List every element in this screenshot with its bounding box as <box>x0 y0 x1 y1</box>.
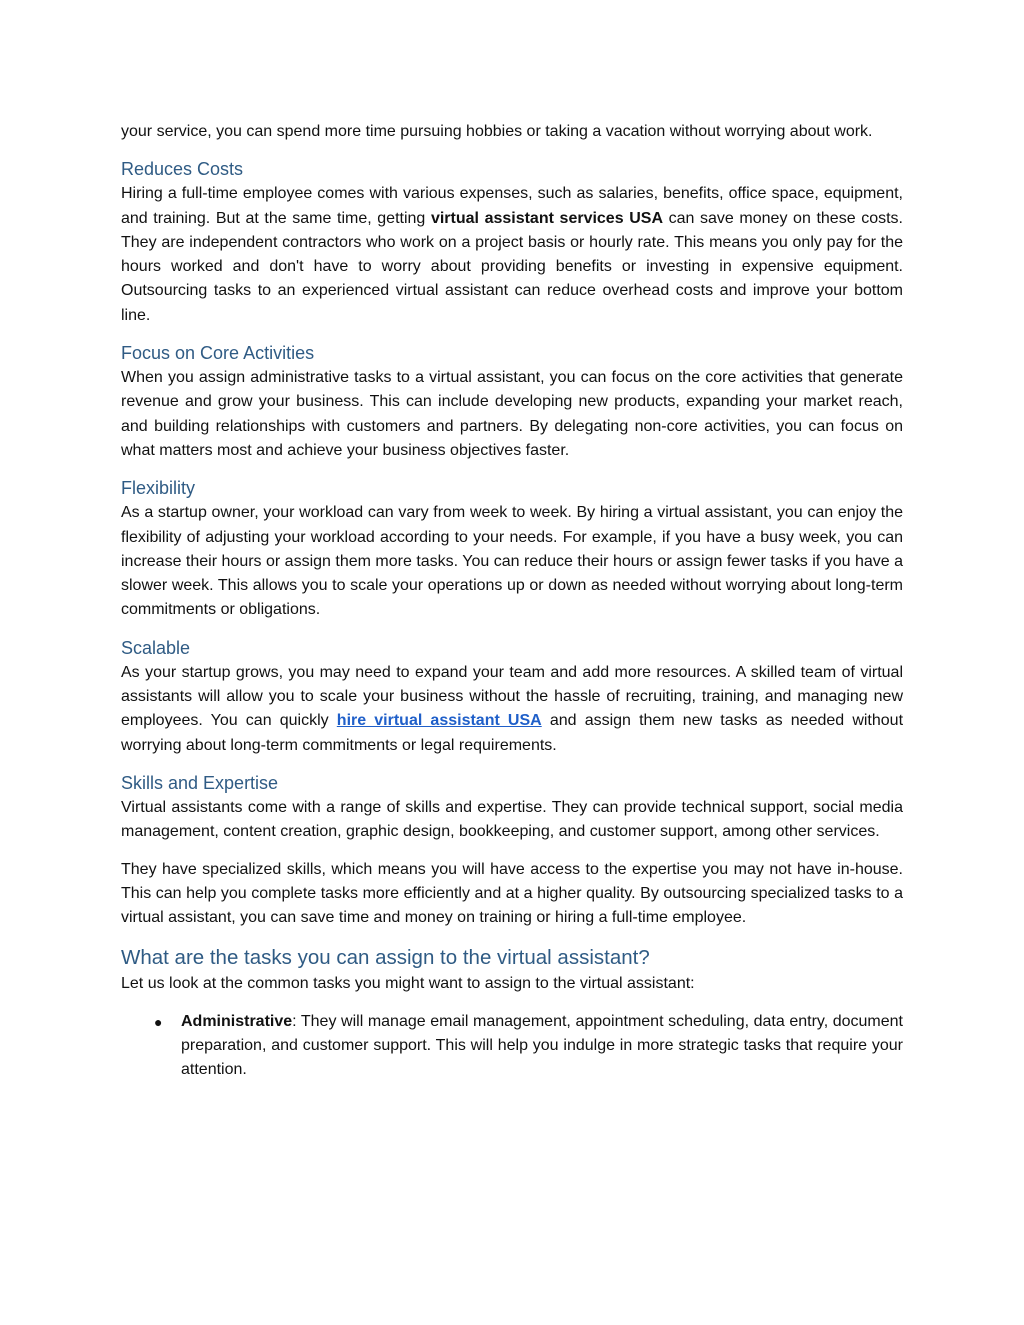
heading-skills-expertise: Skills and Expertise <box>121 772 279 793</box>
reduces-costs-text-b: can save money on these costs. They are independent contractors who work on a project basis or hourly rate. This means you only pay for the hours worked and don't have to worry about providing benefits or investing in expensive equipment. Outsourcing tasks to an experienced virtual assistant can reduce overhead costs and improve your bottom line. <box>121 209 904 324</box>
document-page <box>121 120 903 1083</box>
heading-tasks: What are the tasks you can assign to the virtual assistant? <box>121 946 650 970</box>
bullet-icon: ● <box>154 1013 163 1030</box>
list-item <box>121 1010 903 1083</box>
skills-paragraph-1: Virtual assistants come with a range of skills and expertise. They can provide technical support, social media management, content creation, graphic design, bookkeeping, and customer support, among other services. <box>121 798 903 841</box>
tasks-intro-paragraph: Let us look at the common tasks you might want to assign to the virtual assistant: <box>121 975 695 993</box>
reduces-costs-bold-phrase: virtual assistant services USA <box>430 209 663 227</box>
intro-paragraph: your service, you can spend more time pursuing hobbies or taking a vacation without worrying about work. <box>121 123 873 140</box>
reduces-costs-text-a: Hiring a full-time employee comes with various expenses, such as salaries, benefits, office space, equipment, and training. But at the same time, getting <box>121 185 903 227</box>
hire-virtual-assistant-link[interactable]: hire virtual assistant USA <box>336 712 542 730</box>
task-description: : They will manage email management, appointment scheduling, data entry, document preparation, and customer support. This will help you indulge in more strategic tasks that require your attention. <box>181 1012 903 1079</box>
focus-paragraph: When you assign administrative tasks to a virtual assistant, you can focus on the core activities that generate revenue and grow your business. This can include developing new products, expanding your market reach, and building relationships with customers and partners. By delegating non-core activities, you can focus on what matters most and achieve your business objectives faster. <box>121 369 903 459</box>
heading-scalable: Scalable <box>121 637 191 658</box>
heading-reduces-costs: Reduces Costs <box>121 159 244 180</box>
scalable-paragraph <box>121 661 903 758</box>
flexibility-paragraph: As a startup owner, your workload can vary from week to week. By hiring a virtual assistant, you can enjoy the flexibility of adjusting your workload according to your needs. For example, if you have a busy week, you can increase their hours or assign them more tasks. You can reduce their hours or assign fewer tasks if you have a slower week. This allows you to scale your operations up or down as needed without worrying about long-term commitments or obligations. <box>121 504 903 619</box>
scalable-text-a: As your startup grows, you may need to expand your team and add more resources. A skilled team of virtual assistants will allow you to scale your business without the hassle of recruiting, training, and managing new employees. You can quickly <box>121 663 903 730</box>
skills-paragraph-2: They have specialized skills, which means you will have access to the expertise you may not have in-house. This can help you complete tasks more efficiently and at a higher quality. By outsourcing specialized tasks to a virtual assistant, you can save time and money on training or hiring a full-time employee. <box>121 860 903 927</box>
scalable-text-b: and assign them new tasks as needed without worrying about long-term commitments or legal requirements. <box>121 712 904 754</box>
heading-focus-core-activities: Focus on Core Activities <box>121 343 315 364</box>
heading-flexibility: Flexibility <box>121 478 196 499</box>
reduces-costs-paragraph <box>121 182 903 328</box>
task-title: Administrative <box>181 1012 293 1030</box>
tasks-list <box>121 1010 903 1083</box>
